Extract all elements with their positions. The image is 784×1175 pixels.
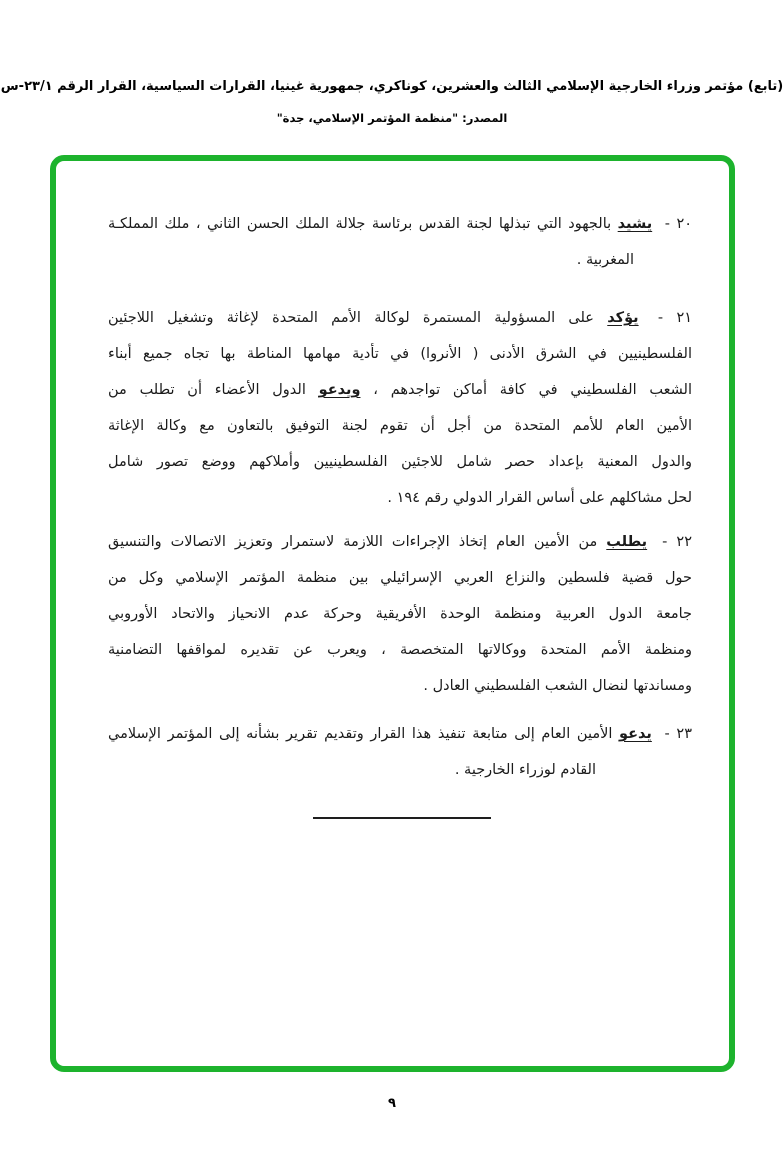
- paragraph-line: الفلسطينيين في الشرق الأدنى ( الأنروا) في تأدية مهامها المناطة بها تجاه جميع أبناء: [108, 346, 692, 362]
- paragraph-text: الشعب الفلسطيني في كافة أماكن تواجدهم ،: [373, 382, 693, 398]
- paragraph-number: ٢١ -: [657, 310, 693, 326]
- paragraph-line: [108, 372, 692, 408]
- paragraph-line: ومنظمة الأمم المتحدة ووكالاتها المتخصصة ، ويعرب عن تقديره لمواقفها التضامنية: [108, 642, 692, 658]
- paragraph-line: والدول المعنية بإعداد حصر شامل للاجئين الفلسطينيين وأملاكهم ووضع تصور شامل: [108, 454, 692, 470]
- paragraph-line: [108, 206, 692, 242]
- paragraph-line: [108, 300, 692, 336]
- paragraph-text: الدول الأعضاء أن تطلب من: [108, 382, 306, 398]
- paragraph-line: حول قضية فلسطين والنزاع العربي الإسرائيلي بين منظمة المؤتمر الإسلامي وكل من: [108, 570, 692, 586]
- paragraph-text: بالجهود التي تبذلها لجنة القدس برئاسة جلالة الملك الحسن الثاني ، ملك المملكـة: [108, 216, 612, 232]
- paragraph-text: من الأمين العام إتخاذ الإجراءات اللازمة لاستمرار وتعزيز الاتصالات والتنسيق: [108, 534, 598, 550]
- paragraph-number: ٢٢ -: [662, 534, 692, 550]
- paragraph-line: لحل مشاكلهم على أساس القرار الدولي رقم ١٩٤ .: [387, 490, 692, 506]
- resolution-paragraph-20: [108, 206, 692, 278]
- paragraph-keyword: يشيد: [617, 216, 653, 232]
- paragraph-keyword: ويدعو: [318, 382, 361, 398]
- paragraph-line: المغربية .: [576, 252, 634, 268]
- paragraph-line: القادم لوزراء الخارجية .: [454, 762, 596, 778]
- paragraph-line: ومساندتها لنضال الشعب الفلسطيني العادل .: [423, 678, 692, 694]
- paragraph-line: الأمين العام للأمم المتحدة من أجل أن تقوم لجنة التوفيق بالتعاون مع وكالة الإغاثة: [108, 418, 692, 434]
- paragraph-number: ٢٣ -: [664, 726, 692, 742]
- resolution-paragraph-23: [108, 716, 692, 788]
- paragraph-keyword: يطلب: [606, 534, 648, 550]
- paragraph-line: جامعة الدول العربية ومنظمة الوحدة الأفريقية وحركة عدم الانحياز والاتحاد الأوروبي: [108, 606, 692, 622]
- page-number: ٩: [388, 1096, 396, 1111]
- resolution-paragraph-21: [108, 300, 692, 516]
- paragraph-line: [108, 716, 692, 752]
- paragraph-keyword: يؤكد: [607, 310, 639, 326]
- document-source-line: المصدر: "منظمة المؤتمر الإسلامي، جدة": [276, 111, 508, 125]
- paragraph-line: [108, 524, 692, 560]
- resolution-paragraph-22: [108, 524, 692, 704]
- closing-divider-line: [313, 817, 491, 819]
- paragraph-text: على المسؤولية المستمرة لوكالة الأمم المتحدة لإغاثة وتشغيل اللاجئين: [108, 310, 594, 326]
- paragraph-number: ٢٠ -: [664, 216, 693, 232]
- document-header-title: (تابع) مؤتمر وزراء الخارجية الإسلامي الثالث والعشرين، كوناكري، جمهورية غينيا، القرارات السياسية، القرار الرقم ٢٣/١-س: [0, 79, 784, 94]
- paragraph-text: الأمين العام إلى متابعة تنفيذ هذا القرار وتقديم تقرير بشأنه إلى المؤتمر الإسلامي: [108, 726, 613, 742]
- paragraph-keyword: يدعو: [619, 726, 652, 742]
